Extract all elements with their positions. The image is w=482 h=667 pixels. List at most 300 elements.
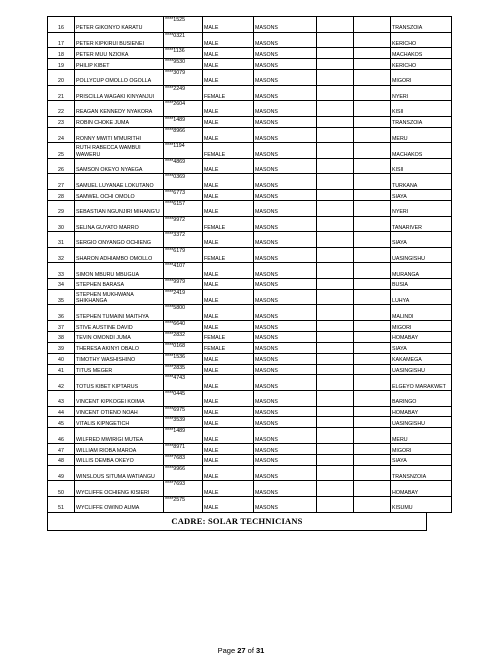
row-number-cell: 38 [48,331,75,342]
county-cell: SIAYA [391,454,452,465]
empty-cell [354,496,391,512]
empty-cell [354,69,391,85]
current-page-number: 27 [237,646,246,655]
table-body [48,17,452,513]
empty-cell [317,391,354,407]
row-number-cell: 35 [48,289,75,305]
id-number-cell: ****1489 [164,428,203,444]
page-footer [0,646,482,655]
name-cell: POLLYCUP OMOLLO OGOLLA [75,69,164,85]
county-cell: SIAYA [391,190,452,201]
cadre-cell: MASONS [254,127,317,143]
empty-cell [317,465,354,481]
empty-cell [317,305,354,321]
row-number-cell: 24 [48,127,75,143]
county-cell: TRANSZOIA [391,17,452,33]
empty-cell [354,200,391,216]
name-cell: SAMUEL LUYANAE LOKUTANO [75,174,164,190]
empty-cell [354,247,391,263]
cadre-cell: MASONS [254,417,317,428]
cadre-cell: MASONS [254,143,317,159]
gender-cell: MALE [203,375,254,391]
cadre-cell: MASONS [254,101,317,117]
row-number-cell: 18 [48,48,75,59]
gender-cell: MALE [203,406,254,417]
county-cell: MERU [391,127,452,143]
empty-cell [354,158,391,174]
empty-cell [317,353,354,364]
county-cell: LUHYA [391,289,452,305]
empty-cell [354,59,391,70]
empty-cell [354,17,391,33]
row-number-cell: 26 [48,158,75,174]
id-number-cell: ****6975 [164,406,203,417]
table-row [48,247,452,263]
name-cell: SEBASTIAN NGUNJIRI MIHANG'U [75,200,164,216]
gender-cell: MALE [203,101,254,117]
cadre-cell: MASONS [254,216,317,232]
id-number-cell: ****0321 [164,32,203,48]
empty-cell [317,190,354,201]
county-cell: MURANGA [391,263,452,279]
county-cell: UASINGISHU [391,364,452,375]
empty-cell [354,465,391,481]
cadre-cell: MASONS [254,158,317,174]
cadre-cell: MASONS [254,320,317,331]
row-number-cell: 45 [48,417,75,428]
cadre-cell: MASONS [254,278,317,289]
table-row [48,481,452,497]
gender-cell: MALE [203,32,254,48]
id-number-cell: ****2249 [164,85,203,101]
empty-cell [354,232,391,248]
cadre-cell: MASONS [254,375,317,391]
gender-cell: MALE [203,465,254,481]
county-cell: KISII [391,158,452,174]
footer-middle: of [245,646,257,655]
gender-cell: FEMALE [203,342,254,353]
table-row [48,200,452,216]
empty-cell [354,481,391,497]
empty-cell [354,278,391,289]
row-number-cell: 34 [48,278,75,289]
cadre-cell: MASONS [254,331,317,342]
empty-cell [354,48,391,59]
table-row [48,305,452,321]
gender-cell: MALE [203,496,254,512]
county-cell: TRANSNZOIA [391,465,452,481]
total-pages-number: 31 [256,646,265,655]
county-cell: HOMABAY [391,331,452,342]
gender-cell: FEMALE [203,85,254,101]
cadre-cell: MASONS [254,428,317,444]
county-cell: KERICHO [391,59,452,70]
row-number-cell: 36 [48,305,75,321]
empty-cell [317,496,354,512]
empty-cell [354,263,391,279]
cadre-heading: CADRE: SOLAR TECHNICIANS [47,513,427,531]
name-cell: VINCENT OTIENO NOAH [75,406,164,417]
table-row [48,417,452,428]
county-cell: TANARIVER [391,216,452,232]
row-number-cell: 22 [48,101,75,117]
gender-cell: FEMALE [203,247,254,263]
empty-cell [317,158,354,174]
gender-cell: MALE [203,116,254,127]
id-number-cell: ****9972 [164,216,203,232]
table-row [48,342,452,353]
id-number-cell: ****7683 [164,454,203,465]
empty-cell [317,216,354,232]
document-page [47,16,446,531]
gender-cell: MALE [203,127,254,143]
cadre-cell: MASONS [254,342,317,353]
cadre-cell: MASONS [254,247,317,263]
name-cell: SAMWEL OCHI OMOLO [75,190,164,201]
cadre-cell: MASONS [254,85,317,101]
id-number-cell: ****1136 [164,48,203,59]
empty-cell [317,443,354,454]
table-row [48,364,452,375]
name-cell: SELINA GUYATO MARRO [75,216,164,232]
empty-cell [317,364,354,375]
empty-cell [354,143,391,159]
id-number-cell: ****6640 [164,320,203,331]
cadre-cell: MASONS [254,32,317,48]
row-number-cell: 40 [48,353,75,364]
id-number-cell: ****3079 [164,69,203,85]
gender-cell: MALE [203,320,254,331]
gender-cell: MALE [203,232,254,248]
row-number-cell: 49 [48,465,75,481]
empty-cell [354,216,391,232]
empty-cell [354,353,391,364]
cadre-cell: MASONS [254,59,317,70]
empty-cell [317,85,354,101]
table-row [48,127,452,143]
empty-cell [317,48,354,59]
cadre-cell: MASONS [254,289,317,305]
id-number-cell: ****6157 [164,200,203,216]
id-number-cell: ****1194 [164,143,203,159]
empty-cell [354,190,391,201]
row-number-cell: 44 [48,406,75,417]
county-cell: MERU [391,428,452,444]
empty-cell [317,59,354,70]
id-number-cell: ****2835 [164,364,203,375]
empty-cell [354,364,391,375]
row-number-cell: 42 [48,375,75,391]
gender-cell: MALE [203,428,254,444]
table-row [48,174,452,190]
table-row [48,143,452,159]
row-number-cell: 37 [48,320,75,331]
table-row [48,48,452,59]
id-number-cell: ****0369 [164,174,203,190]
table-row [48,320,452,331]
table-row [48,331,452,342]
gender-cell: MALE [203,69,254,85]
empty-cell [317,232,354,248]
county-cell: MACHAKOS [391,143,452,159]
id-number-cell: ****2832 [164,331,203,342]
cadre-cell: MASONS [254,443,317,454]
table-row [48,454,452,465]
empty-cell [317,32,354,48]
cadre-cell: MASONS [254,174,317,190]
name-cell: WILLIS DEMBA OKEYO [75,454,164,465]
cadre-cell: MASONS [254,200,317,216]
county-cell: SIAYA [391,232,452,248]
county-cell: HOMABAY [391,481,452,497]
id-number-cell: ****6773 [164,190,203,201]
table-row [48,375,452,391]
gender-cell: MALE [203,174,254,190]
id-number-cell: ****4743 [164,375,203,391]
county-cell: KAKAMEGA [391,353,452,364]
county-cell: HOMABAY [391,406,452,417]
cadre-cell: MASONS [254,481,317,497]
row-number-cell: 23 [48,116,75,127]
id-number-cell: ****3539 [164,417,203,428]
row-number-cell: 43 [48,391,75,407]
county-cell: NYERI [391,85,452,101]
row-number-cell: 39 [48,342,75,353]
empty-cell [317,278,354,289]
table-row [48,32,452,48]
table-row [48,496,452,512]
county-cell: TURKANA [391,174,452,190]
empty-cell [354,101,391,117]
empty-cell [317,289,354,305]
name-cell: STEPHEN BARASA [75,278,164,289]
gender-cell: FEMALE [203,143,254,159]
empty-cell [354,443,391,454]
name-cell: VITALIS KIPNGETICH [75,417,164,428]
name-cell: WILFRED MWIRIGI MUTEA [75,428,164,444]
row-number-cell: 31 [48,232,75,248]
cadre-cell: MASONS [254,48,317,59]
empty-cell [317,481,354,497]
table-row [48,69,452,85]
county-cell: BUSIA [391,278,452,289]
empty-cell [354,428,391,444]
name-cell: TEVIN OMONDI JUMA [75,331,164,342]
id-number-cell: ****9966 [164,465,203,481]
name-cell: STEPHEN MUKHWANA SHIKHANGA [75,289,164,305]
empty-cell [317,320,354,331]
id-number-cell: ****2419 [164,289,203,305]
gender-cell: MALE [203,190,254,201]
county-cell: NYERI [391,200,452,216]
table-row [48,443,452,454]
empty-cell [354,116,391,127]
empty-cell [354,406,391,417]
county-cell: MIGORI [391,443,452,454]
gender-cell: MALE [203,48,254,59]
gender-cell: MALE [203,278,254,289]
row-number-cell: 51 [48,496,75,512]
empty-cell [317,17,354,33]
gender-cell: MALE [203,17,254,33]
county-cell: MIGORI [391,69,452,85]
name-cell: WILLIAM RIOBA MAROA [75,443,164,454]
cadre-cell: MASONS [254,190,317,201]
empty-cell [317,342,354,353]
cadre-cell: MASONS [254,353,317,364]
gender-cell: FEMALE [203,331,254,342]
name-cell: TOTUS KIBET KIPTARUS [75,375,164,391]
county-cell: MACHAKOS [391,48,452,59]
gender-cell: MALE [203,443,254,454]
empty-cell [317,406,354,417]
empty-cell [317,174,354,190]
table-row [48,190,452,201]
empty-cell [354,174,391,190]
gender-cell: MALE [203,59,254,70]
id-number-cell: ****8966 [164,127,203,143]
name-cell: ROBIN CHOKE JUMA [75,116,164,127]
id-number-cell: ****2604 [164,101,203,117]
name-cell: PETER GIKONYO KARATU [75,17,164,33]
empty-cell [317,69,354,85]
row-number-cell: 21 [48,85,75,101]
gender-cell: MALE [203,481,254,497]
table-row [48,428,452,444]
gender-cell: MALE [203,200,254,216]
name-cell: RONNY MWITI M'MURITHI [75,127,164,143]
name-cell: WYCLIFFE OCHIENG KISIERI [75,481,164,497]
name-cell: TIMOTHY WASHISHINO [75,353,164,364]
empty-cell [354,417,391,428]
cadre-cell: MASONS [254,465,317,481]
cadre-cell: MASONS [254,406,317,417]
table-row [48,353,452,364]
empty-cell [354,305,391,321]
table-row [48,465,452,481]
empty-cell [317,428,354,444]
footer-prefix: Page [217,646,238,655]
empty-cell [354,331,391,342]
row-number-cell: 19 [48,59,75,70]
empty-cell [354,289,391,305]
empty-cell [354,32,391,48]
county-cell: KISII [391,101,452,117]
empty-cell [317,247,354,263]
cadre-cell: MASONS [254,232,317,248]
name-cell: SERGIO ONYANGO OCHIENG [75,232,164,248]
empty-cell [317,127,354,143]
table-row [48,85,452,101]
table-row [48,391,452,407]
row-number-cell: 46 [48,428,75,444]
table-row [48,289,452,305]
id-number-cell: ****0168 [164,342,203,353]
name-cell: STEPHEN TUMAINI MAITHYA [75,305,164,321]
empty-cell [317,375,354,391]
id-number-cell: ****2575 [164,496,203,512]
cadre-cell: MASONS [254,496,317,512]
empty-cell [354,391,391,407]
table-row [48,278,452,289]
name-cell: RUTH RABECCA WAMBUI WAWERU [75,143,164,159]
gender-cell: MALE [203,353,254,364]
empty-cell [354,85,391,101]
id-number-cell: ****1525 [164,17,203,33]
name-cell: SIMON MBURU MBUGUA [75,263,164,279]
empty-cell [354,127,391,143]
empty-cell [354,342,391,353]
id-number-cell: ****4107 [164,263,203,279]
id-number-cell: ****5800 [164,305,203,321]
empty-cell [317,454,354,465]
row-number-cell: 33 [48,263,75,279]
name-cell: TITUS MEGER [75,364,164,375]
table-row [48,116,452,127]
table-row [48,406,452,417]
empty-cell [317,200,354,216]
name-cell: PETER MUU NZIOKA [75,48,164,59]
name-cell: WYCLIFFE OWINO AUMA [75,496,164,512]
id-number-cell: ****1536 [164,353,203,364]
gender-cell: MALE [203,289,254,305]
row-number-cell: 29 [48,200,75,216]
name-cell: PETER KIPKIRUI BUSIENEI [75,32,164,48]
name-cell: VINCENT KIPKOGEI KOIMA [75,391,164,407]
table-row [48,158,452,174]
county-cell: UASINGISHU [391,247,452,263]
empty-cell [354,454,391,465]
row-number-cell: 17 [48,32,75,48]
id-number-cell: ****6179 [164,247,203,263]
gender-cell: MALE [203,158,254,174]
row-number-cell: 16 [48,17,75,33]
cadre-cell: MASONS [254,391,317,407]
row-number-cell: 48 [48,454,75,465]
gender-cell: MALE [203,391,254,407]
table-row [48,216,452,232]
empty-cell [317,331,354,342]
cadre-cell: MASONS [254,364,317,375]
id-number-cell: ****7693 [164,481,203,497]
cadre-cell: MASONS [254,69,317,85]
empty-cell [317,116,354,127]
empty-cell [317,143,354,159]
county-cell: KISUMU [391,496,452,512]
id-number-cell: ****9979 [164,278,203,289]
name-cell: SHARON ADHIAMBO OMOLLO [75,247,164,263]
empty-cell [354,375,391,391]
cadre-cell: MASONS [254,454,317,465]
row-number-cell: 41 [48,364,75,375]
county-cell: UASINGISHU [391,417,452,428]
row-number-cell: 27 [48,174,75,190]
empty-cell [354,320,391,331]
table-row [48,263,452,279]
empty-cell [317,417,354,428]
row-number-cell: 28 [48,190,75,201]
name-cell: PHILIP KIBET [75,59,164,70]
empty-cell [317,263,354,279]
table-row [48,59,452,70]
name-cell: REAGAN KENNEDY NYAKORA [75,101,164,117]
table-row [48,101,452,117]
id-number-cell: ****8971 [164,443,203,454]
name-cell: SAMSON OKEYO NYAEGA [75,158,164,174]
cadre-cell: MASONS [254,17,317,33]
gender-cell: MALE [203,364,254,375]
row-number-cell: 32 [48,247,75,263]
